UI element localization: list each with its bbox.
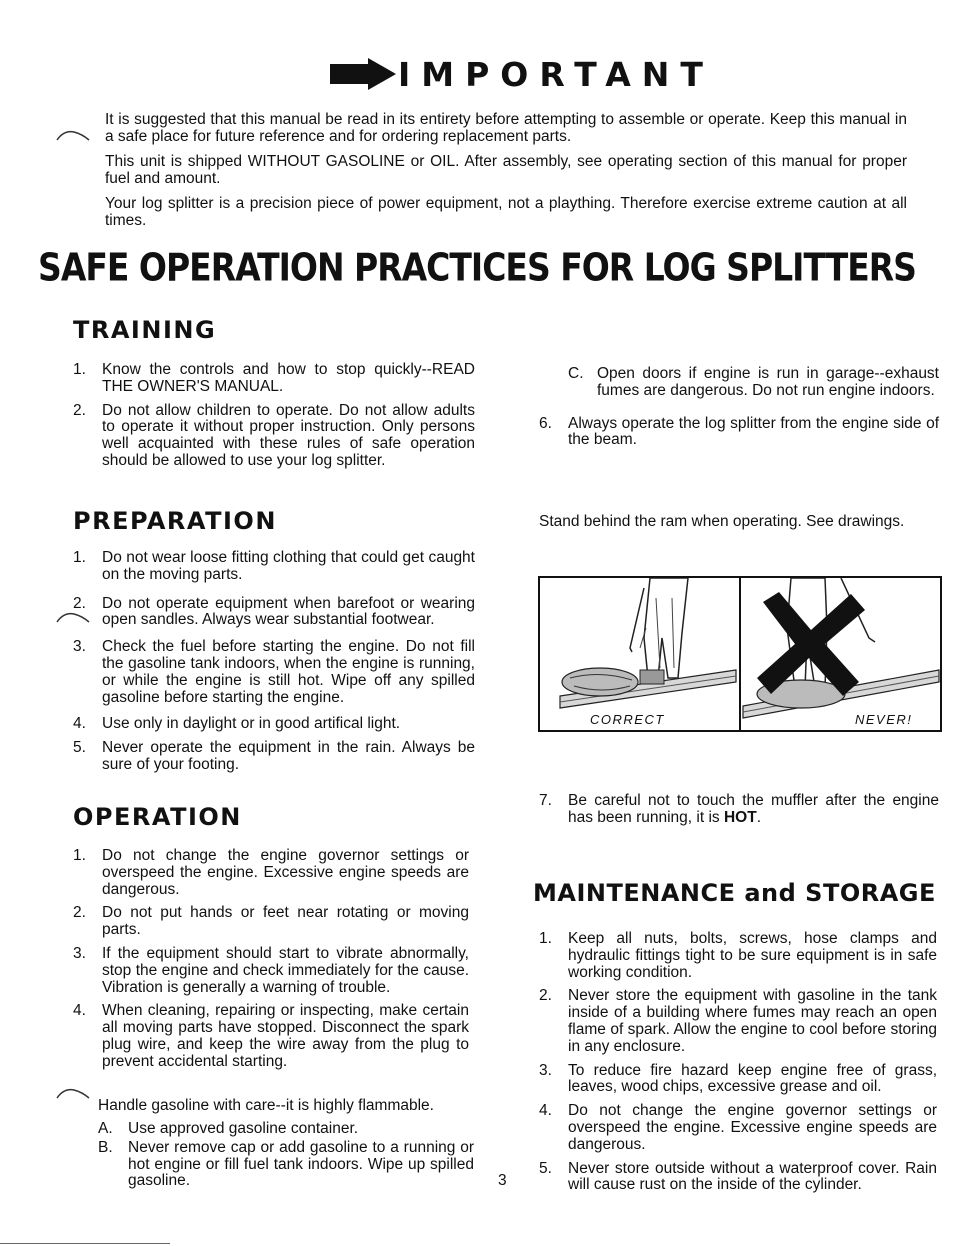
operation-heading: OPERATION <box>73 803 242 831</box>
right-list-top <box>539 366 939 456</box>
correct-panel <box>540 578 741 730</box>
training-list <box>73 362 475 477</box>
training-heading: TRAINING <box>73 316 217 344</box>
arrow-right-icon <box>330 56 396 92</box>
right-list-middle <box>539 793 939 834</box>
list-item: 3. To reduce fire hazard keep engine free of grass, leaves, wood chips, excessive grease and oil. <box>539 1061 937 1096</box>
list-item: 7. Be careful not to touch the muffler after the engine has been running, it is HOT. <box>539 792 939 826</box>
correct-position-illustration <box>540 578 738 730</box>
intro-text <box>105 112 907 238</box>
gasoline-sub-list <box>98 1121 474 1197</box>
list-item: 1. Do not wear loose fitting clothing that could get caught on the moving parts. <box>73 549 475 583</box>
important-title: IMPORTANT <box>398 54 714 94</box>
margin-mark-icon <box>56 128 90 142</box>
never-position-illustration <box>741 578 940 730</box>
intro-paragraph: It is suggested that this manual be read in its entirety before attempting to assemble or operate. Keep this manual in a safe place for future reference and for ordering replacement parts. <box>105 111 907 145</box>
maintenance-heading: MAINTENANCE and STORAGE <box>533 879 936 907</box>
gasoline-note: Handle gasoline with care--it is highly flammable. <box>98 1097 434 1114</box>
hot-warning: HOT <box>723 808 757 826</box>
list-item: 2. Never store the equipment with gasoline in the tank inside of a building where fumes may reach an open flame of spark. Allow the engine to cool before storing in any enclosure. <box>539 987 937 1055</box>
never-label: NEVER! <box>855 712 913 727</box>
list-item: 5. Never store outside without a waterproof cover. Rain will cause rust on the inside of the cylinder. <box>539 1159 937 1194</box>
list-item: 3. Check the fuel before starting the engine. Do not fill the gasoline tank indoors, when the engine is running, or while the engine is still hot. Wipe off any spilled gasoline before starting the engine. <box>73 638 475 706</box>
operation-list <box>73 848 469 1078</box>
margin-mark-icon <box>56 610 90 624</box>
preparation-heading: PREPARATION <box>73 507 277 535</box>
page-number: 3 <box>498 1172 507 1189</box>
list-item: 6. Always operate the log splitter from the engine side of the beam. <box>539 414 939 449</box>
page-title: SAFE OPERATION PRACTICES FOR LOG SPLITTERS <box>38 245 916 290</box>
list-item: 4. When cleaning, repairing or inspecting, make certain all moving parts have stopped. Disconnect the spark plug wire, and keep the wire away from the plug to prevent accidental starting. <box>73 1002 469 1070</box>
list-item: C. Open doors if engine is run in garage--exhaust fumes are dangerous. Do not run engine indoors. <box>568 365 939 399</box>
list-item: 2. Do not put hands or feet near rotating or moving parts. <box>73 904 469 939</box>
correct-label: CORRECT <box>590 712 665 727</box>
important-banner <box>330 52 714 96</box>
list-item: 2. Do not operate equipment when barefoot or wearing open sandles. Always wear substantial footwear. <box>73 594 475 629</box>
list-item: 2. Do not allow children to operate. Do not allow adults to operate it without proper instruction. Only persons well acquainted with these rules of safe operation should be allowed to use your log splitter. <box>73 401 475 469</box>
preparation-list <box>73 550 475 781</box>
list-item: 4. Do not change the engine governor settings or overspeed the engine. Excessive engine speeds are dangerous. <box>539 1102 937 1153</box>
list-item: 1. Know the controls and how to stop quickly--READ THE OWNER'S MANUAL. <box>73 361 475 395</box>
list-item: 1. Keep all nuts, bolts, screws, hose clamps and hydraulic fittings tight to be sure equipment is in safe working condition. <box>539 930 937 981</box>
list-item: 3. If the equipment should start to vibrate abnormally, stop the engine and check immediately for the cause. Vibration is generally a warning of trouble. <box>73 944 469 996</box>
operating-position-drawing <box>538 576 942 732</box>
list-item: A. Use approved gasoline container. <box>98 1120 359 1137</box>
list-item: 1. Do not change the engine governor settings or overspeed the engine. Excessive engine speeds are dangerous. <box>73 847 469 898</box>
list-item: B. Never remove cap or add gasoline to a running or hot engine or fill fuel tank indoors. Wipe up spilled gasoline. <box>98 1138 474 1190</box>
maintenance-list <box>539 931 937 1201</box>
margin-mark-icon <box>56 1086 90 1100</box>
list-item: 5. Never operate the equipment in the rain. Always be sure of your footing. <box>73 739 475 773</box>
never-panel <box>741 578 940 730</box>
intro-paragraph: This unit is shipped WITHOUT GASOLINE or OIL. After assembly, see operating section of this manual for proper fuel and amount. <box>105 153 907 187</box>
footer-rule <box>0 1243 170 1244</box>
list-item: 4. Use only in daylight or in good artifical light. <box>73 715 401 733</box>
intro-paragraph: Your log splitter is a precision piece of power equipment, not a plaything. Therefore exercise extreme caution at all times. <box>105 195 907 229</box>
stand-note: Stand behind the ram when operating. See drawings. <box>539 513 905 530</box>
